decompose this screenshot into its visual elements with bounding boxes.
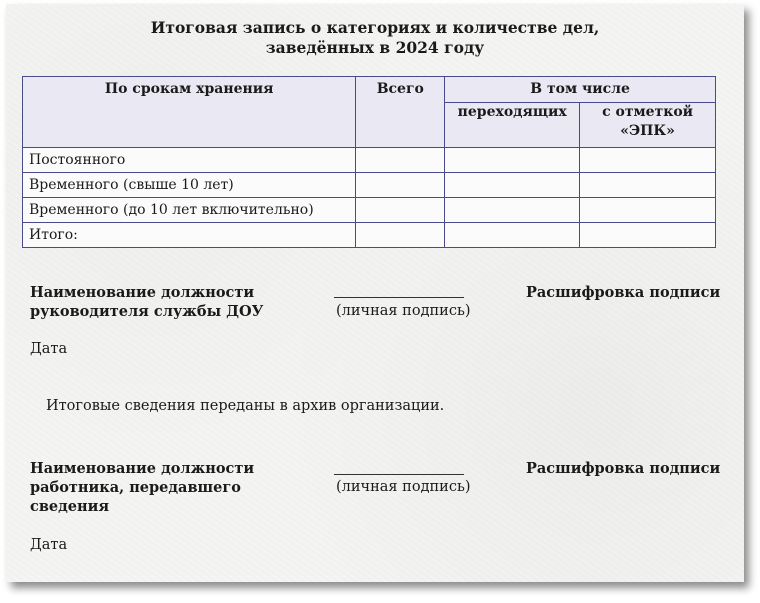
cell-epk[interactable] bbox=[580, 148, 716, 173]
document-sheet bbox=[6, 4, 744, 582]
signature2-caption: (личная подпись) bbox=[336, 479, 471, 495]
row-label-permanent: Постоянного bbox=[23, 148, 356, 173]
cell-epk[interactable] bbox=[580, 223, 716, 248]
signature2-line[interactable] bbox=[334, 474, 464, 475]
cell-carryover[interactable] bbox=[445, 148, 580, 173]
row-label-temporary-up-to-10: Временного (до 10 лет включительно) bbox=[23, 198, 356, 223]
signature1-position-line-1: Наименование должности bbox=[30, 284, 255, 301]
table-row bbox=[23, 148, 716, 173]
row-label-temporary-over-10: Временного (свыше 10 лет) bbox=[23, 173, 356, 198]
header-carryover: переходящих bbox=[445, 103, 580, 148]
header-including: В том числе bbox=[445, 77, 716, 103]
signature2-position bbox=[30, 459, 254, 516]
cell-carryover[interactable] bbox=[445, 173, 580, 198]
cell-total[interactable] bbox=[356, 148, 445, 173]
cell-total[interactable] bbox=[356, 223, 445, 248]
signature2-position-line-2: работника, передавшего bbox=[30, 479, 241, 496]
cell-carryover[interactable] bbox=[445, 223, 580, 248]
archive-note: Итоговые сведения переданы в архив организации. bbox=[46, 398, 445, 414]
cell-epk[interactable] bbox=[580, 173, 716, 198]
document-title bbox=[6, 18, 744, 58]
signature2-position-line-3: сведения bbox=[30, 498, 110, 515]
header-epk: с отметкой «ЭПК» bbox=[580, 103, 716, 148]
cell-carryover[interactable] bbox=[445, 198, 580, 223]
signature1-decode: Расшифровка подписи bbox=[526, 284, 721, 301]
table-row bbox=[23, 198, 716, 223]
signature1-date-label: Дата bbox=[30, 341, 68, 357]
title-line-1: Итоговая запись о категориях и количестве дел, bbox=[150, 18, 600, 37]
signature2-date-label: Дата bbox=[30, 537, 68, 553]
cell-total[interactable] bbox=[356, 198, 445, 223]
signature2-decode: Расшифровка подписи bbox=[526, 460, 721, 477]
signature1-position-line-2: руководителя службы ДОУ bbox=[30, 303, 264, 320]
table-row bbox=[23, 173, 716, 198]
cell-epk[interactable] bbox=[580, 198, 716, 223]
header-total: Всего bbox=[356, 77, 445, 148]
table-row bbox=[23, 223, 716, 248]
signature1-position bbox=[30, 283, 263, 321]
header-period: По срокам хранения bbox=[23, 77, 356, 148]
row-label-total: Итого: bbox=[23, 223, 356, 248]
signature1-line[interactable] bbox=[334, 297, 464, 298]
cell-total[interactable] bbox=[356, 173, 445, 198]
title-line-2: заведённых в 2024 году bbox=[265, 38, 485, 57]
signature2-position-line-1: Наименование должности bbox=[30, 460, 255, 477]
signature1-caption: (личная подпись) bbox=[336, 303, 471, 319]
records-table bbox=[22, 76, 716, 248]
